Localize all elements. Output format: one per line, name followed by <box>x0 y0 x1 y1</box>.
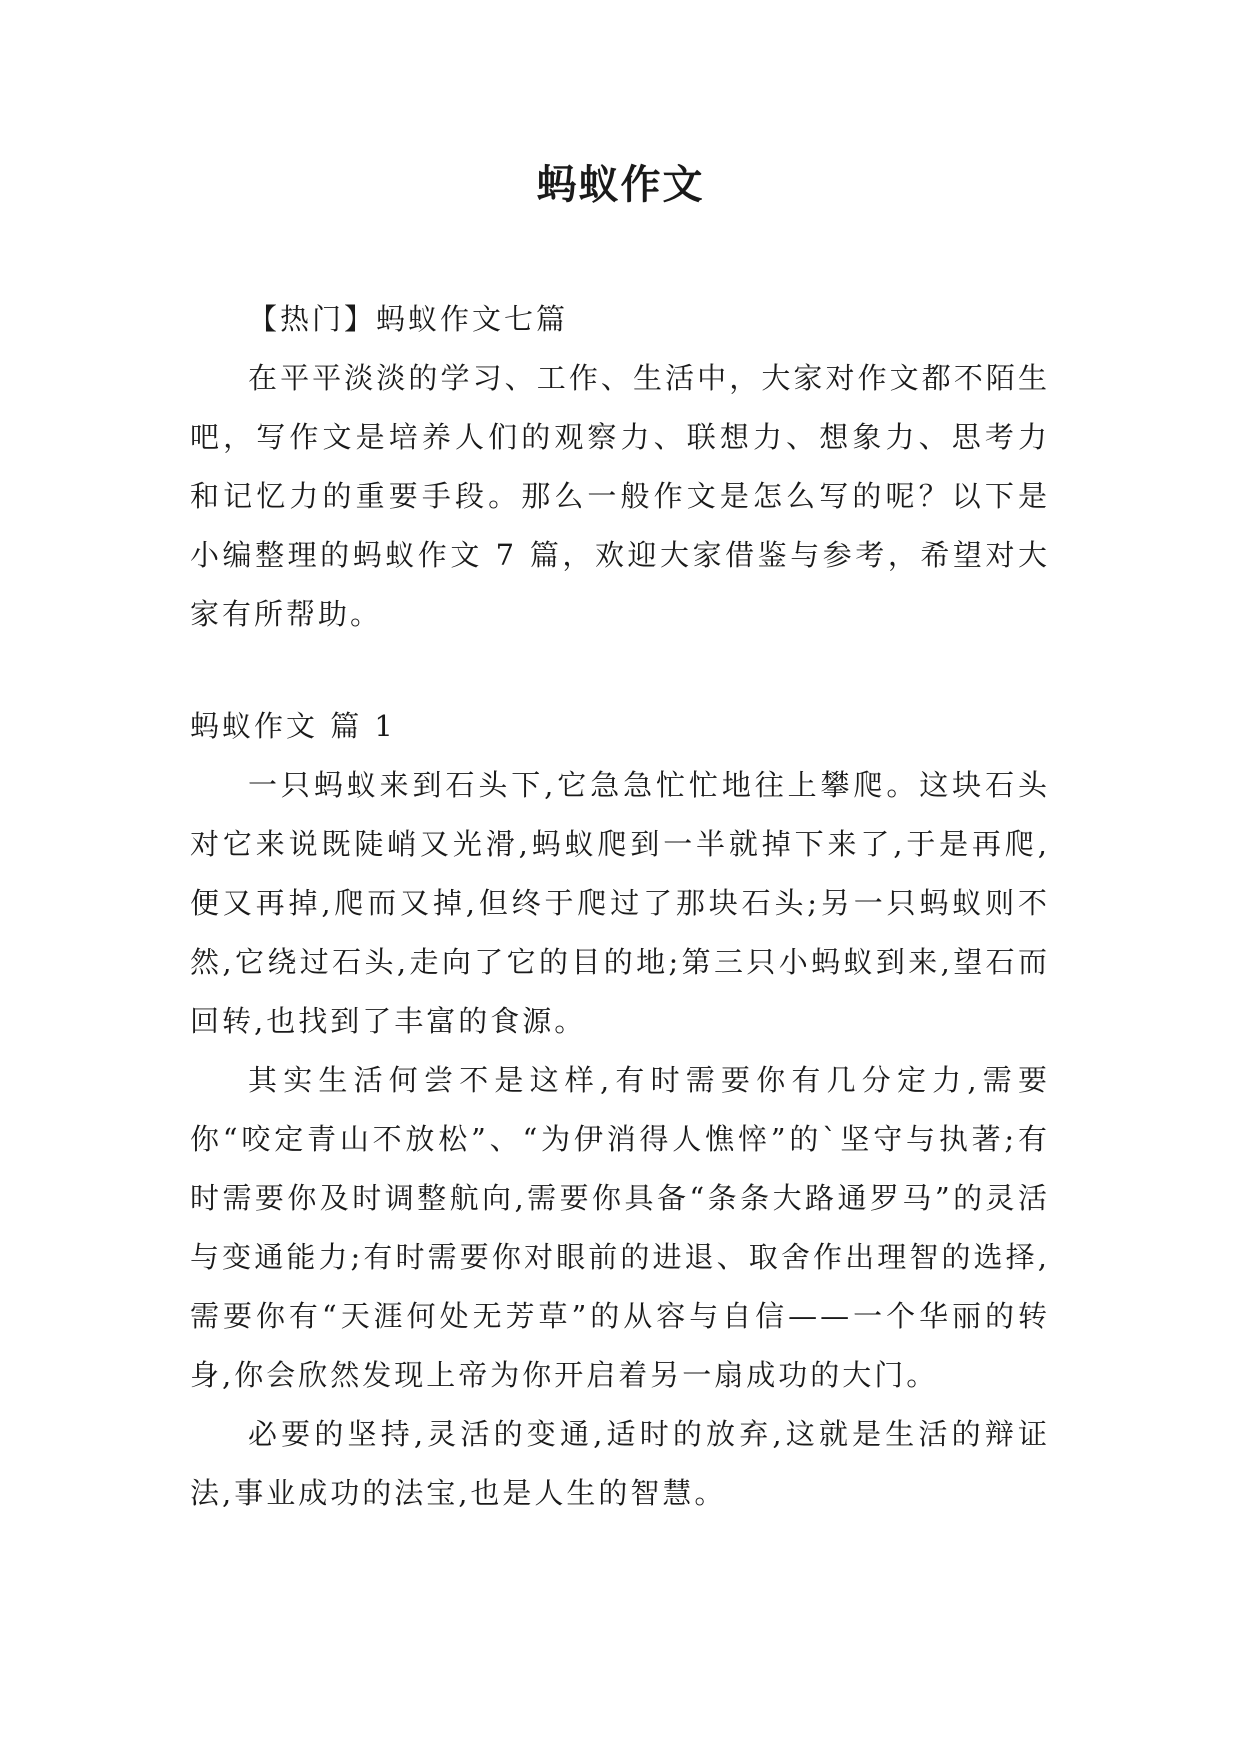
body-paragraph-1: 一只蚂蚁来到石头下,它急急忙忙地往上攀爬。这块石头对它来说既陡峭又光滑,蚂蚁爬到一半就掉下来了,于是再爬,便又再掉,爬而又掉,但终于爬过了那块石头;另一只蚂蚁则不然,它绕过石头,走向了它的目的地;第三只小蚂蚁到来,望石而回转,也找到了丰富的食源。 <box>190 768 1050 1038</box>
body-paragraph-3: 必要的坚持,灵活的变通,适时的放弃,这就是生活的辩证法,事业成功的法宝,也是人生的智慧。 <box>190 1417 1050 1510</box>
section-spacer <box>190 644 1050 697</box>
document-body <box>190 290 1050 1523</box>
section-heading: 蚂蚁作文 篇 1 <box>190 709 396 743</box>
body-paragraph-2: 其实生活何尝不是这样,有时需要你有几分定力,需要你“咬定青山不放松”、“为伊消得人憔悴”的`坚守与执著;有时需要你及时调整航向,需要你具备“条条大路通罗马”的灵活与变通能力;有时需要你对眼前的进退、取舍作出理智的选择,需要你有“天涯何处无芳草”的从容与自信——一个华丽的转身,你会欣然发现上帝为你开启着另一扇成功的大门。 <box>190 1063 1050 1392</box>
document-title: 蚂蚁作文 <box>536 162 705 208</box>
intro-paragraph: 在平平淡淡的学习、工作、生活中，大家对作文都不陌生吧，写作文是培养人们的观察力、联想力、想象力、思考力和记忆力的重要手段。那么一般作文是怎么写的呢？以下是小编整理的蚂蚁作文 7 篇，欢迎大家借鉴与参考，希望对大家有所帮助。 <box>190 361 1050 631</box>
article-heading: 【热门】蚂蚁作文七篇 <box>248 302 569 336</box>
